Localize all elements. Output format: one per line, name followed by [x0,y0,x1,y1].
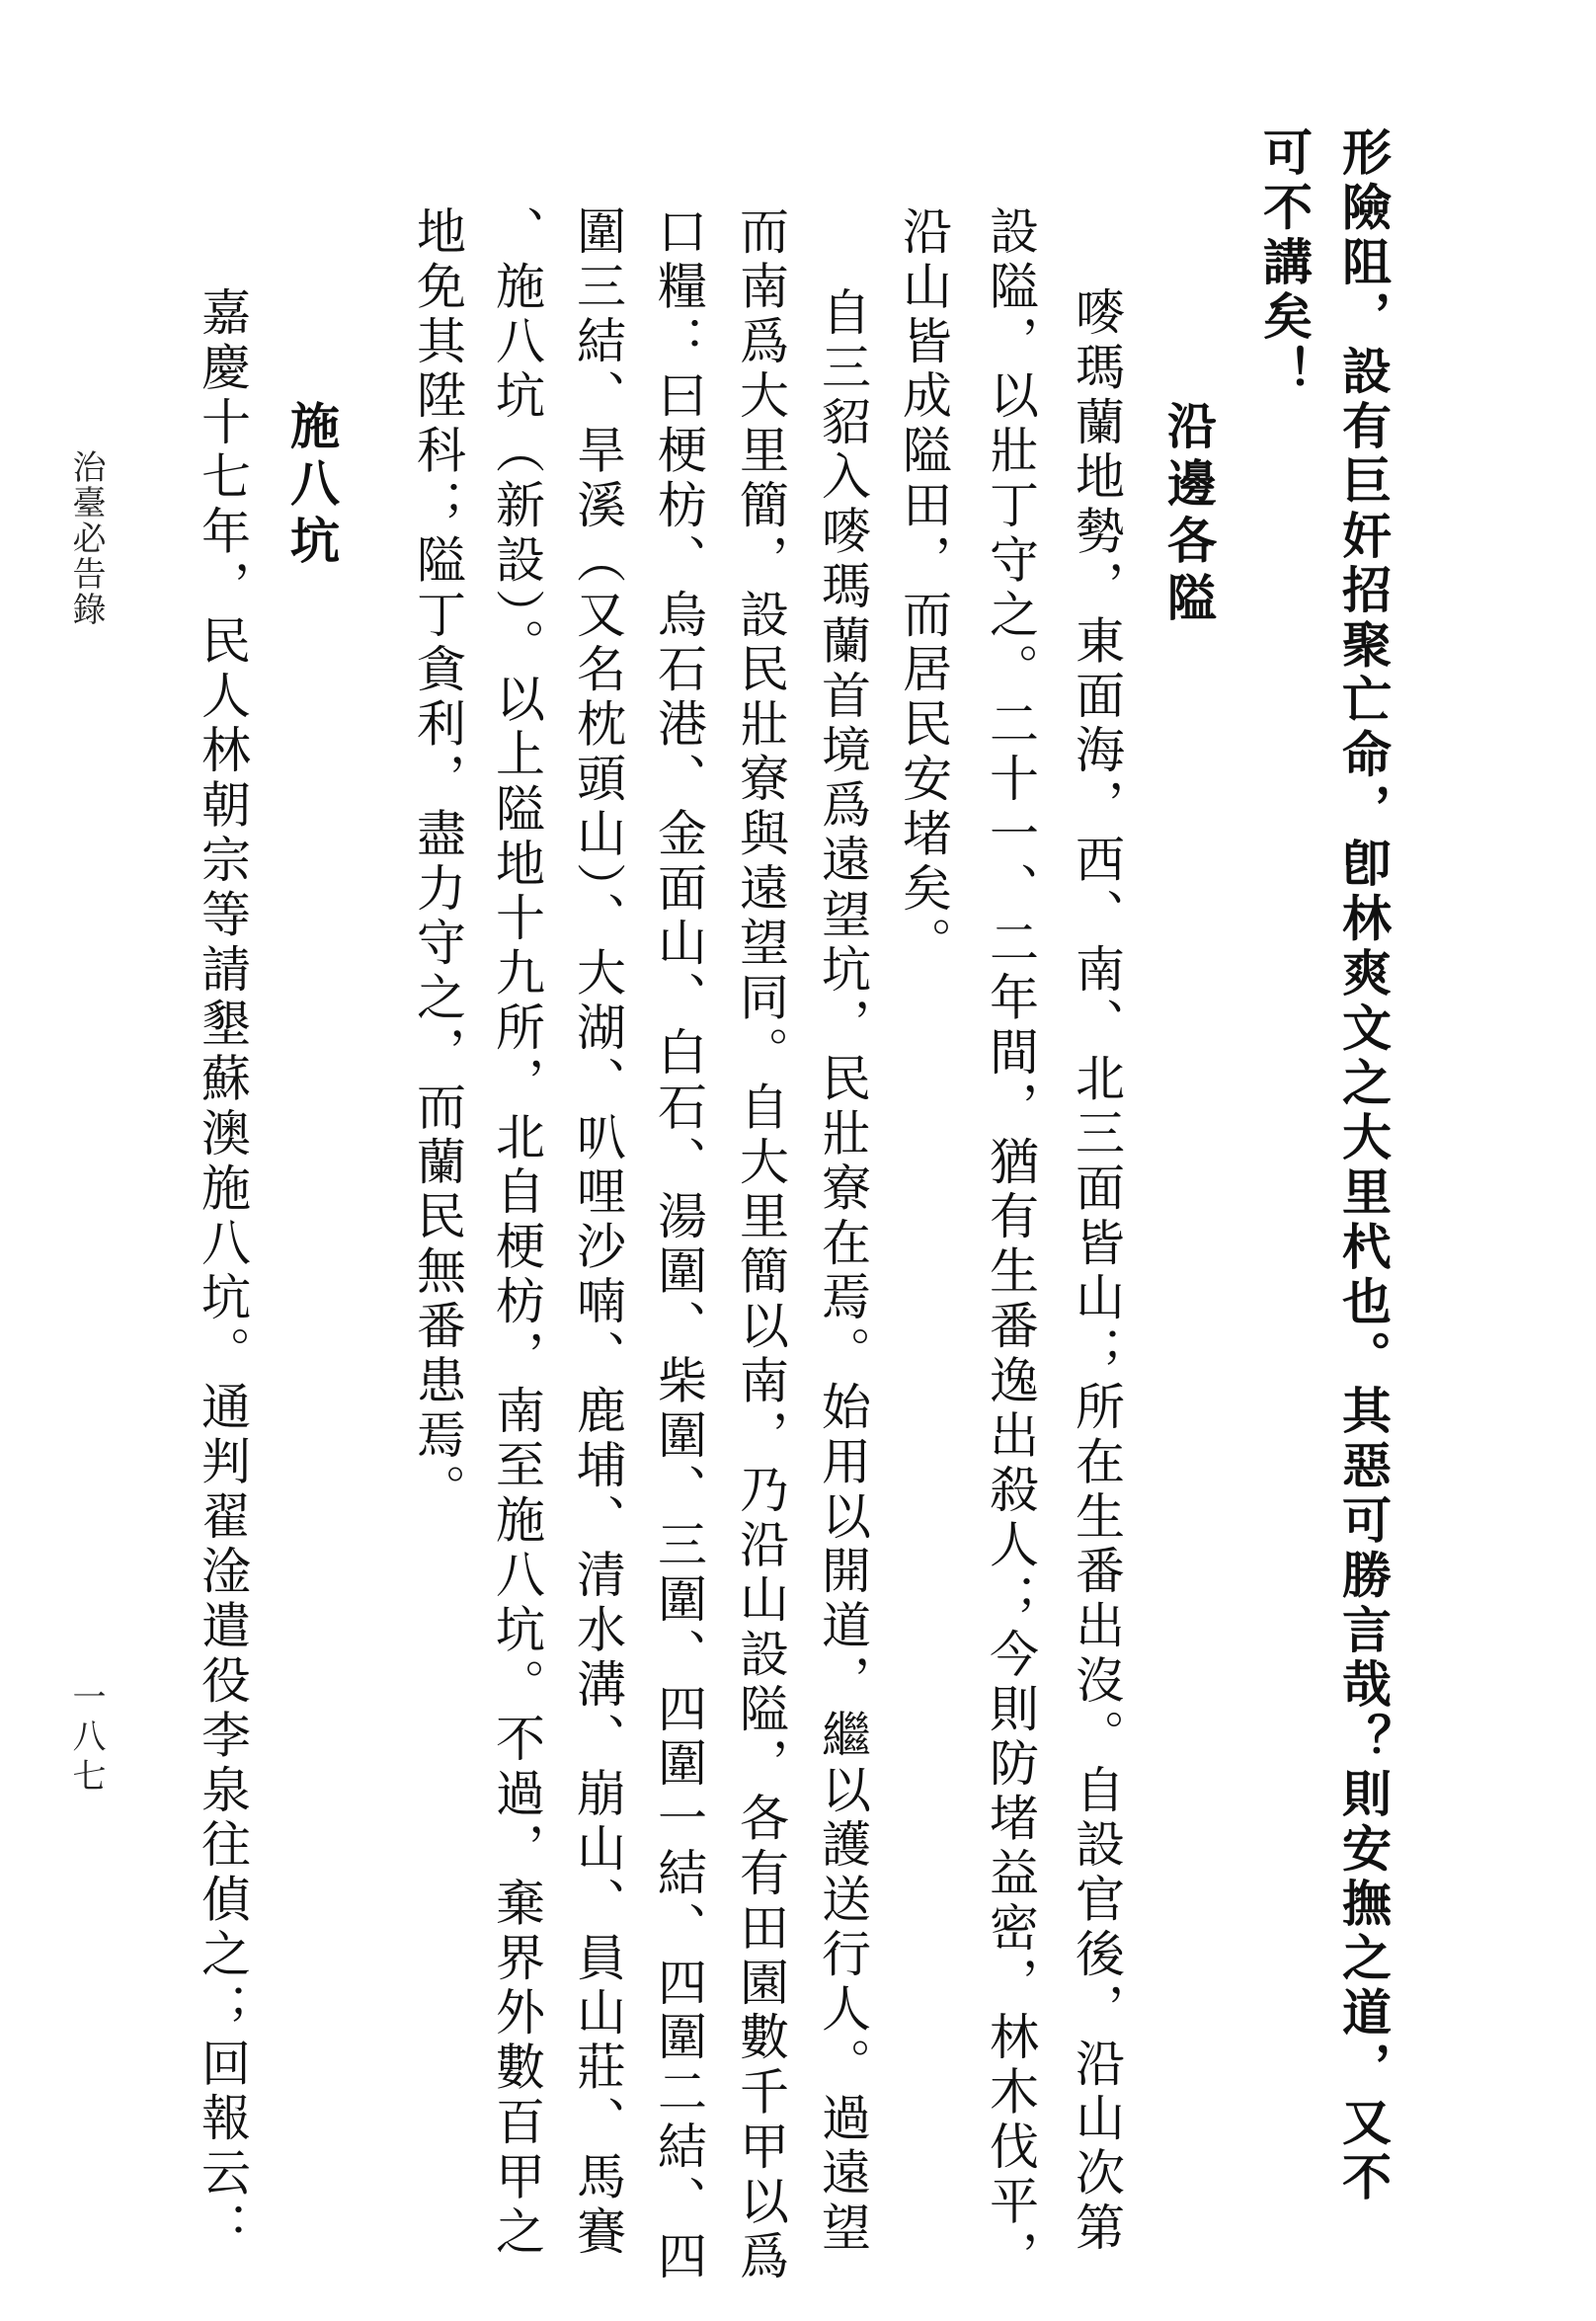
text-column-7: 而南爲大里簡，設民壯寮與遠望同。自大里簡以南，乃沿山設隘，各有田園數千甲以爲 [732,205,789,2285]
text-column-6: 自三貂入嘜瑪蘭首境爲遠望坑，民壯寮在焉。始用以開道，繼以護送行人。過遠望 [814,286,871,2257]
text-column-1: 形險阻，設有巨奸招聚亡命，卽林爽文之大里杙也。其惡可勝言哉？則安撫之道，又不 [1334,126,1393,2206]
text-column-3: 嘜瑪蘭地勢，東面海，西、南、北三面皆山；所在生番出沒。自設官後，沿山次第 [1068,286,1125,2257]
section-heading-shibakeng: 施八坑 [282,400,341,572]
text-column-12: 嘉慶十七年，民人林朝宗等請墾蘇澳施八坑。通判翟淦遣役李泉往偵之；回報云： [194,286,251,2257]
text-column-9: 圍三結、旱溪（又名枕頭山）、大湖、叭哩沙喃、鹿埔、清水溝、崩山、員山莊、馬賽 [569,205,626,2261]
text-column-5: 沿山皆成隘田，而居民安堵矣。 [895,205,952,972]
text-column-8: 口糧：曰梗枋、烏石港、金面山、白石、湯圍、柴圍、三圍、四圍一結、四圍二結、四 [650,205,707,2285]
text-column-2: 可不講矣！ [1255,126,1314,400]
text-column-10: 、施八坑（新設）。以上隘地十九所，北自梗枋，南至施八坑。不過，棄界外數百甲之 [488,205,545,2261]
page-number: 一八七 [66,1679,106,1798]
running-title: 治臺必告錄 [66,449,106,627]
text-column-11: 地免其陞科；隘丁貪利，盡力守之，而蘭民無番患焉。 [409,205,466,1519]
section-heading-coastal-passes: 沿邊各隘 [1159,400,1218,629]
text-column-4: 設隘，以壯丁守之。二十一、二年間，猶有生番逸出殺人；今則防堵益密，林木伐平， [982,205,1039,2285]
